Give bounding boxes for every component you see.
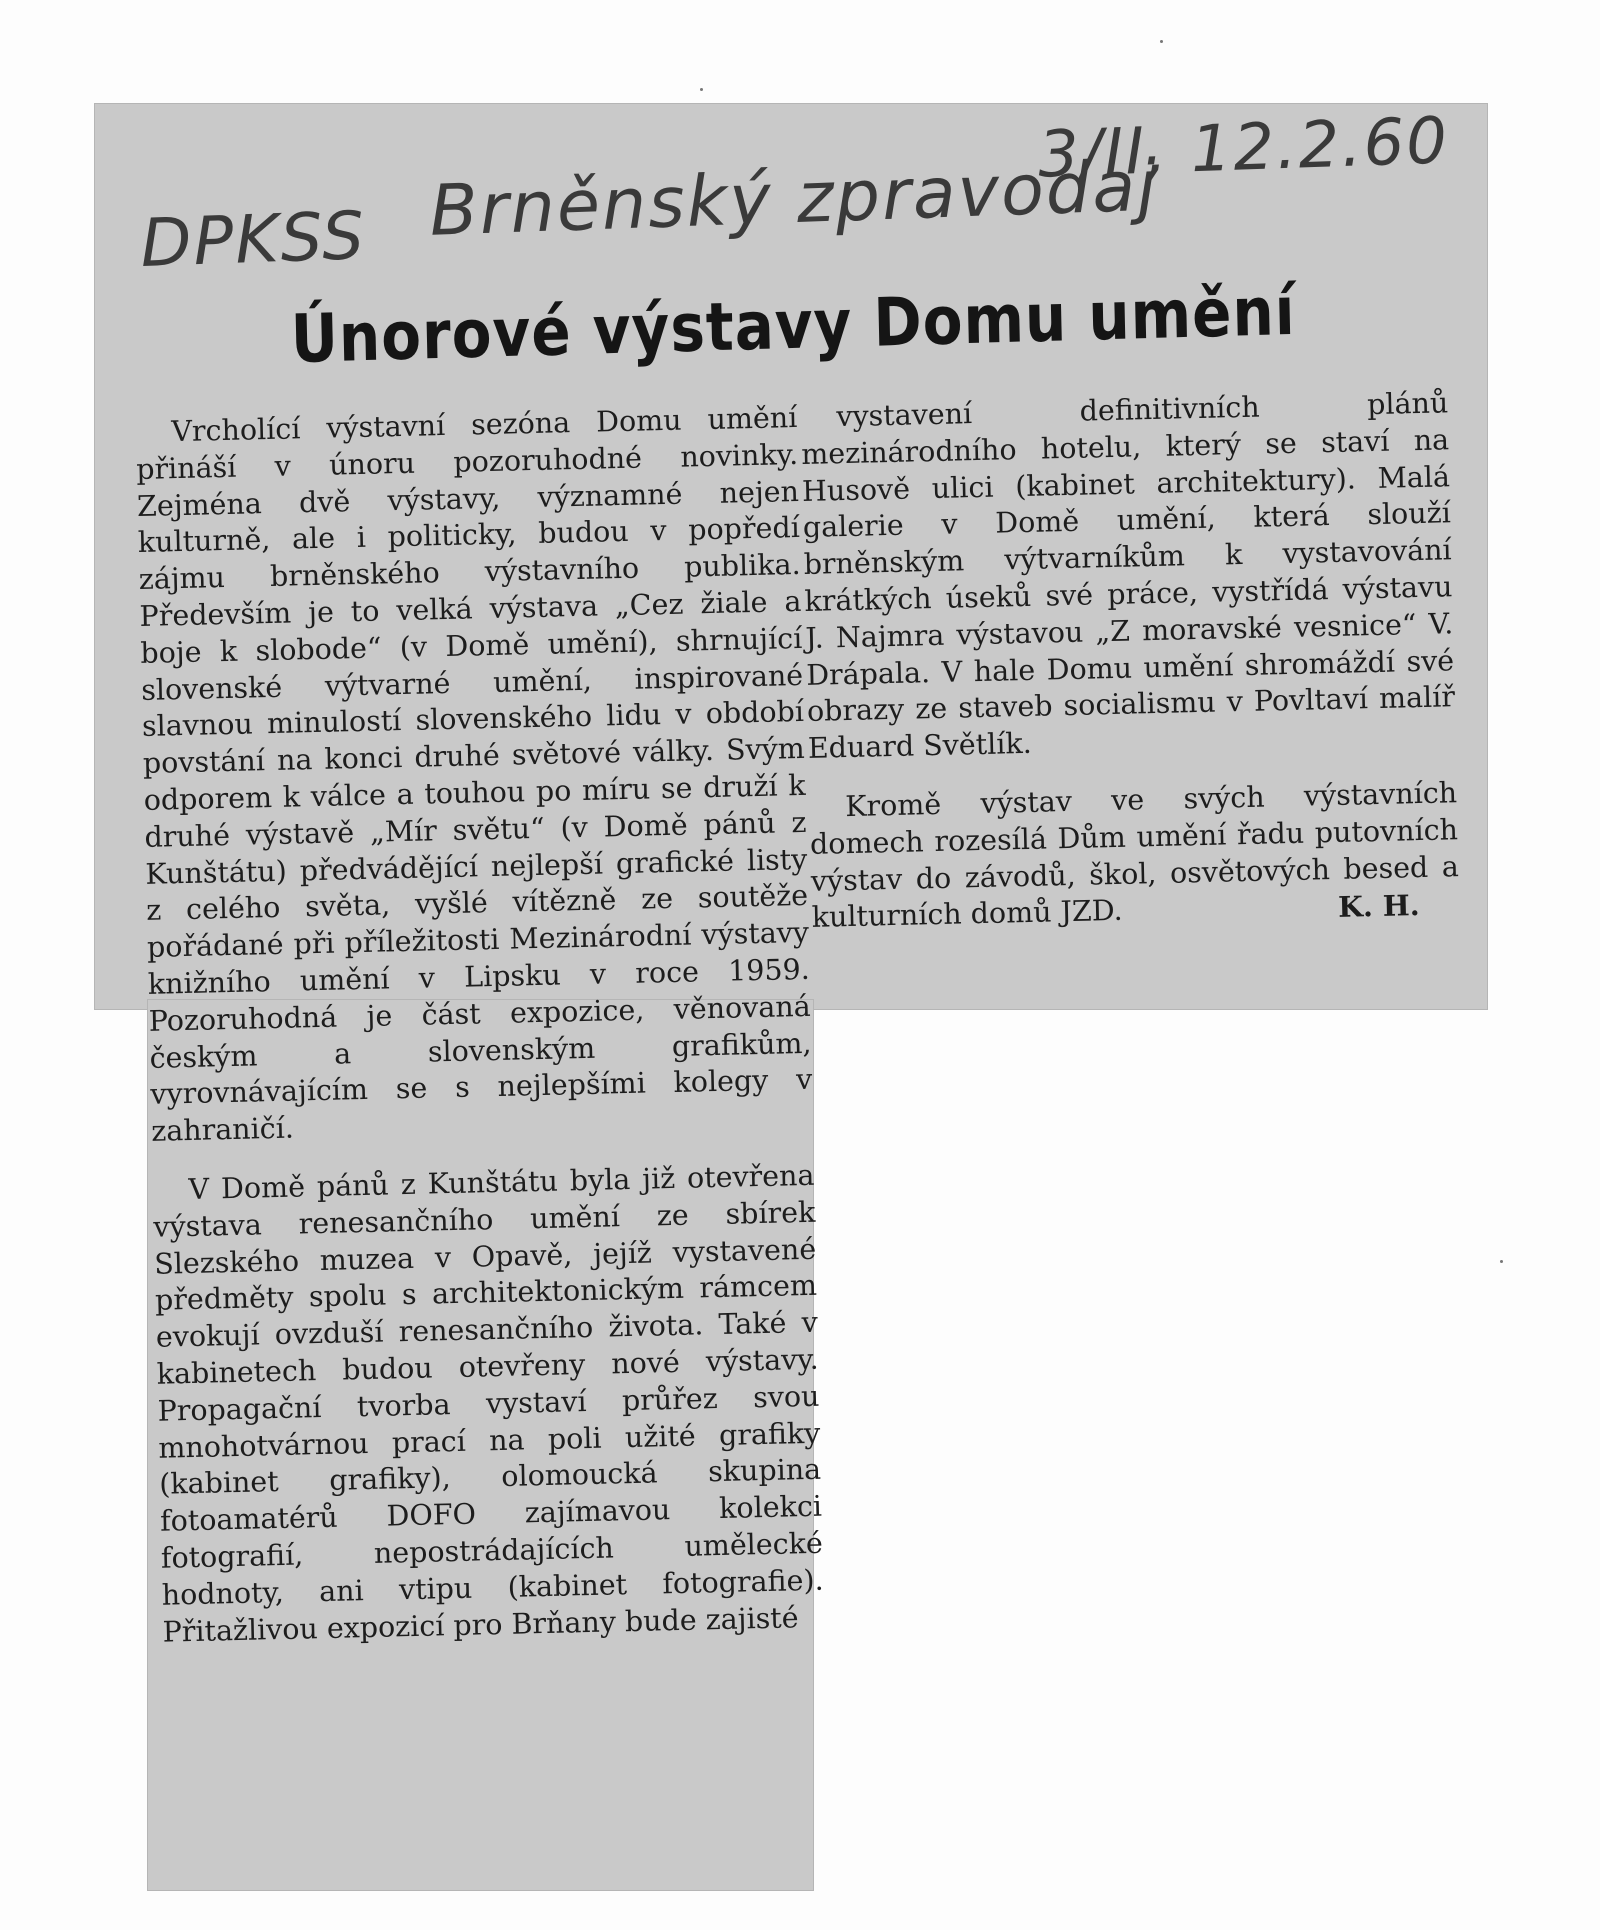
dust-speck	[1500, 1260, 1503, 1263]
dust-speck	[700, 88, 703, 91]
handwritten-date: 3/II, 12.2.60	[1036, 104, 1451, 193]
article-paragraph: V Domě pánů z Kunštátu byla již otevřena výstava renesančního umění ze sbírek Slezského muzea v Opavě, jejíž vystavené předměty spolu s architektonickým rámcem evokují ovzduší renesančního života. Také v kabinetech budou otevřeny nové výstavy. Propagační tvorba vystaví průřez svou mnohotvárnou prací na poli užité grafiky (kabinet grafiky), olomoucká skupina fotoamatérů DOFO zajímavou kolekci fotografií, nepostrádajících umělecké hodnoty, ani vtipu (kabinet fotografie). Přitažlivou expozicí pro Brňany bude zajisté	[153, 1158, 824, 1649]
article-paragraph: Vrcholící výstavní sezóna Domu umění přináší v únoru pozoruhodné novinky. Zejména dvě výstavy, významné nejen kulturně, ale i politicky, budou v popředí zájmu brněnského výstavního publika. Především je to velká výstava „Cez žiale a boje k slobode“ (v Domě umění), shrnující slovenské výtvarné umění, inspirované slavnou minulostí slovenského lidu v období povstání na konci druhé světové války. Svým odporem k válce a touhou po míru se druží k druhé výstavě „Mír světu“ (v Domě pánů z Kunštátu) předvádějící nejlepší grafické listy z celého světa, vyšlé vítězně ze soutěže pořádané při příležitosti Mezinárodní výstavy knižního umění v Lipsku v roce 1959. Pozoruhodná je část expozice, věnovaná českým a slovenským grafikům, vyrovnávajícím se s nejlepšími kolegy v zahraničí.	[135, 400, 813, 1148]
article-paragraph: Kromě výstav ve svých výstavních domech rozesílá Dům umění řadu putovních výstav do závodů, škol, osvětových besed a kulturních domů JZD.	[809, 776, 1460, 935]
handwritten-publication: Brněnský zpravodaj	[428, 144, 1160, 252]
article-headline: Únorové výstavy Domu umění	[290, 271, 1297, 379]
author-initials: K. H.	[1337, 888, 1421, 925]
article-column-right	[800, 385, 1460, 938]
handwritten-archive-code: DPKSS	[139, 197, 368, 282]
dust-speck	[1160, 40, 1163, 43]
article-paragraph: vystavení definitivních plánů mezinárodního hotelu, který se staví na Husově ulici (kabinet architektury). Malá galerie v Domě umění, která slouží brněnským výtvarníkům k vystavování krátkých úseků své práce, vystřídá výstavu J. Najmra výstavou „Z moravské vesnice“ V. Drápala. V hale Domu umění shromáždí své obrazy ze staveb socialismu v Povltaví malíř Eduard Světlík.	[800, 386, 1456, 766]
article-column-left	[135, 400, 825, 1651]
